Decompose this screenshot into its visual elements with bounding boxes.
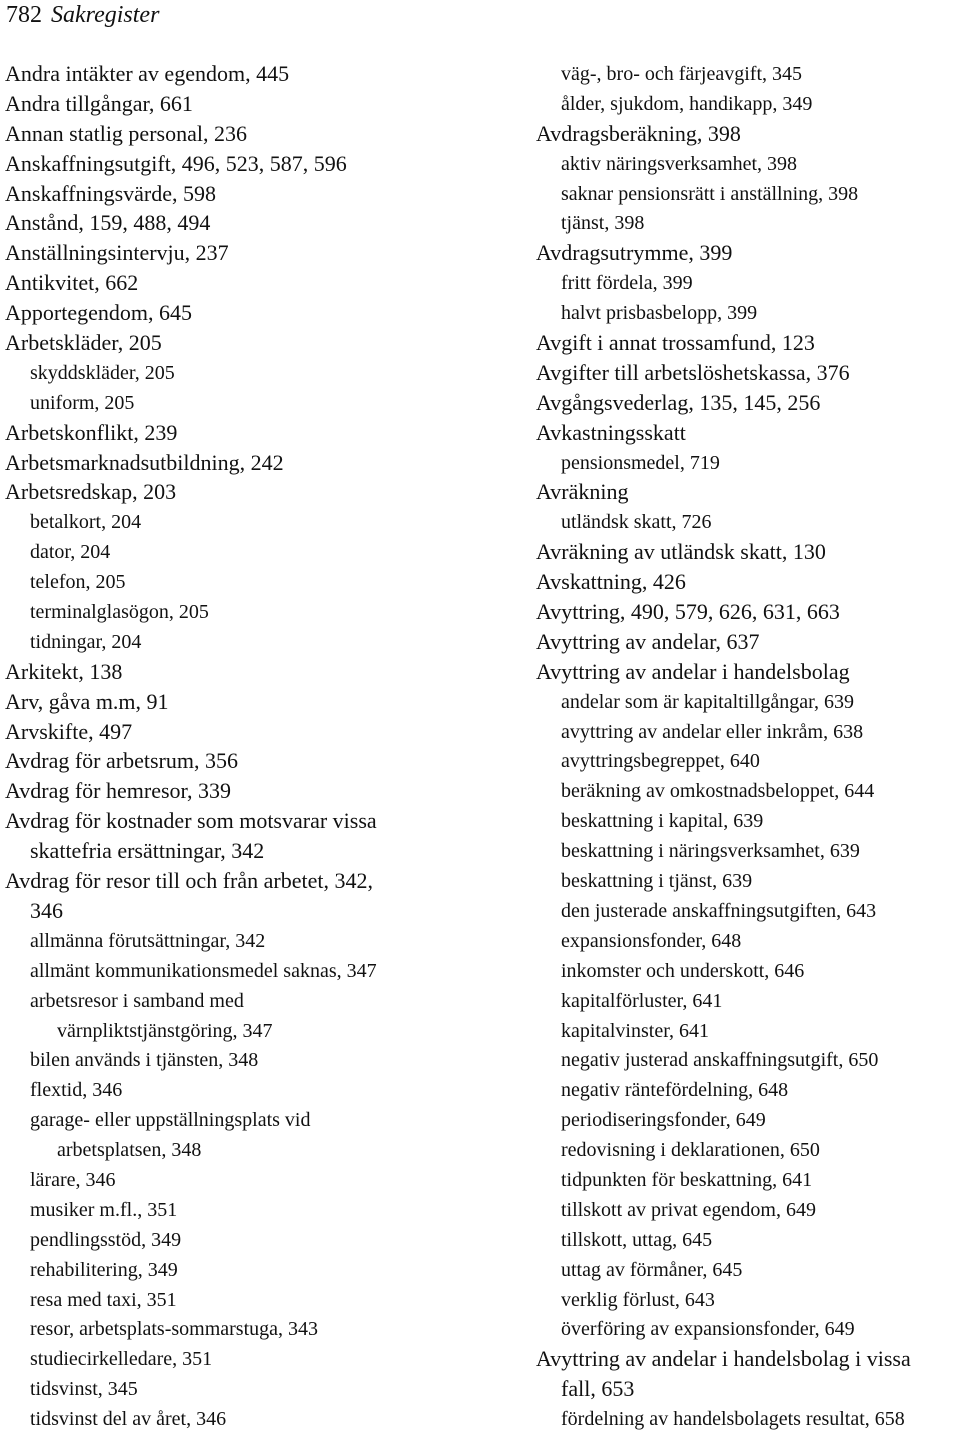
index-subentry: negativ räntefördelning, 648 xyxy=(561,1079,789,1102)
index-subentry: lärare, 346 xyxy=(30,1168,116,1191)
index-subentry: bilen används i tjänsten, 348 xyxy=(30,1049,259,1072)
index-subentry: dator, 204 xyxy=(30,541,111,564)
index-entry: Avdrag för arbetsrum, 356 xyxy=(5,748,238,774)
index-entry: Arbetsmarknadsutbildning, 242 xyxy=(5,449,284,475)
index-subentry: beräkning av omkostnadsbeloppet, 644 xyxy=(561,780,875,803)
index-subentry: uniform, 205 xyxy=(30,391,135,414)
index-subentry: tjänst, 398 xyxy=(561,212,645,235)
index-entry: Anstånd, 159, 488, 494 xyxy=(5,210,211,236)
index-subentry: flextid, 346 xyxy=(30,1079,123,1102)
index-entry: Avgifter till arbetslöshetskassa, 376 xyxy=(536,359,850,385)
index-subentry-continuation: värnpliktstjänstgöring, 347 xyxy=(57,1019,273,1042)
index-subentry: utländsk skatt, 726 xyxy=(561,511,712,534)
index-subentry: uttag av förmåner, 645 xyxy=(561,1258,743,1281)
index-entry: Andra intäkter av egendom, 445 xyxy=(5,61,290,86)
index-subentry: tillskott av privat egendom, 649 xyxy=(561,1198,816,1221)
index-entry: Avdragsutrymme, 399 xyxy=(536,240,733,266)
index-subentry: expansionsfonder, 648 xyxy=(561,929,742,952)
index-subentry: rehabilitering, 349 xyxy=(30,1258,178,1281)
index-subentry: allmänt kommunikationsmedel saknas, 347 xyxy=(30,959,377,982)
index-subentry: terminalglasögon, 205 xyxy=(30,601,209,624)
index-entry: Apportegendom, 645 xyxy=(5,300,192,326)
index-entry: Avdragsberäkning, 398 xyxy=(536,120,741,146)
index-subentry: resor, arbetsplats-sommarstuga, 343 xyxy=(30,1318,319,1341)
index-entry-continuation: skattefria ersättningar, 342 xyxy=(30,838,265,864)
index-entry: Avskattning, 426 xyxy=(536,569,686,595)
index-entry: Avyttring av andelar, 637 xyxy=(536,628,760,654)
index-subentry: fördelning av handelsbolagets resultat, 658 xyxy=(561,1408,905,1431)
page-title: Sakregister xyxy=(51,2,160,28)
index-subentry: periodiseringsfonder, 649 xyxy=(561,1109,766,1132)
index-subentry: redovisning i deklarationen, 650 xyxy=(561,1139,820,1162)
page-header xyxy=(6,0,159,30)
index-entry: Avdrag för kostnader som motsvarar vissa xyxy=(5,808,377,834)
index-subentry: tidpunkten för beskattning, 641 xyxy=(561,1168,813,1191)
index-subentry: tidsvinst del av året, 346 xyxy=(30,1408,227,1431)
index-entry: Arbetskonflikt, 239 xyxy=(5,419,178,445)
index-subentry: fritt fördela, 399 xyxy=(561,272,693,295)
index-subentry: negativ justerad anskaffningsutgift, 650 xyxy=(561,1049,879,1072)
index-subentry: överföring av expansionsfonder, 649 xyxy=(561,1318,855,1341)
index-subentry: inkomster och underskott, 646 xyxy=(561,959,805,982)
index-subentry: ålder, sjukdom, handikapp, 349 xyxy=(561,92,813,115)
index-subentry: musiker m.fl., 351 xyxy=(30,1198,178,1221)
index-entry: Annan statlig personal, 236 xyxy=(5,120,247,146)
index-column-right xyxy=(536,59,960,1434)
index-entry: Anskaffningsvärde, 598 xyxy=(5,180,216,206)
index-column-left xyxy=(5,59,520,1434)
index-entry: Arv, gåva m.m, 91 xyxy=(5,688,169,714)
index-subentry: tidningar, 204 xyxy=(30,630,142,653)
index-subentry: betalkort, 204 xyxy=(30,511,142,534)
index-entry: Avyttring, 490, 579, 626, 631, 663 xyxy=(536,599,840,625)
index-entry: Arkitekt, 138 xyxy=(5,658,123,684)
index-subentry: arbetsresor i samband med xyxy=(30,989,244,1012)
index-entry: Arbetsredskap, 203 xyxy=(5,479,177,505)
index-entry: Arvskifte, 497 xyxy=(5,718,133,744)
index-entry-continuation: fall, 653 xyxy=(561,1376,635,1402)
index-entry: Avräkning xyxy=(536,479,629,505)
index-entry-continuation: 346 xyxy=(30,897,63,923)
index-entry: Avyttring av andelar i handelsbolag xyxy=(536,658,850,684)
index-entry: Anställningsintervju, 237 xyxy=(5,240,229,266)
index-subentry: beskattning i tjänst, 639 xyxy=(561,870,753,893)
index-entry: Avdrag för resor till och från arbetet, 342, xyxy=(5,868,373,894)
index-subentry: avyttring av andelar eller inkråm, 638 xyxy=(561,720,864,743)
index-subentry: kapitalvinster, 641 xyxy=(561,1019,710,1042)
index-entry: Arbetskläder, 205 xyxy=(5,330,162,356)
index-subentry: aktiv näringsverksamhet, 398 xyxy=(561,152,798,175)
index-subentry: resa med taxi, 351 xyxy=(30,1288,177,1311)
index-subentry: allmänna förutsättningar, 342 xyxy=(30,929,266,952)
index-subentry: studiecirkelledare, 351 xyxy=(30,1348,213,1371)
index-entry: Andra tillgångar, 661 xyxy=(5,90,193,116)
index-subentry-continuation: arbetsplatsen, 348 xyxy=(57,1139,202,1162)
index-subentry: skyddskläder, 205 xyxy=(30,361,175,384)
index-entry: Avgångsvederlag, 135, 145, 256 xyxy=(536,389,821,415)
index-subentry: pensionsmedel, 719 xyxy=(561,451,720,474)
index-subentry: garage- eller uppställningsplats vid xyxy=(30,1109,311,1132)
index-subentry: telefon, 205 xyxy=(30,571,126,594)
index-subentry: tidsvinst, 345 xyxy=(30,1378,138,1401)
index-subentry: beskattning i näringsverksamhet, 639 xyxy=(561,840,860,863)
index-subentry: väg-, bro- och färjeavgift, 345 xyxy=(561,63,803,85)
index-subentry: andelar som är kapitaltillgångar, 639 xyxy=(561,690,854,713)
index-subentry: den justerade anskaffningsutgiften, 643 xyxy=(561,899,877,922)
index-entry: Antikvitet, 662 xyxy=(5,270,139,296)
index-entry: Anskaffningsutgift, 496, 523, 587, 596 xyxy=(5,150,347,176)
index-subentry: avyttringsbegreppet, 640 xyxy=(561,750,760,773)
index-entry: Avräkning av utländsk skatt, 130 xyxy=(536,539,826,565)
page-number: 782 xyxy=(6,2,42,28)
index-subentry: halvt prisbasbelopp, 399 xyxy=(561,302,758,325)
index-subentry: pendlingsstöd, 349 xyxy=(30,1228,182,1251)
index-entry: Avgift i annat trossamfund, 123 xyxy=(536,330,815,356)
index-subentry: verklig förlust, 643 xyxy=(561,1288,715,1311)
index-entry: Avkastningsskatt xyxy=(536,419,686,445)
index-entry: Avdrag för hemresor, 339 xyxy=(5,778,231,804)
index-subentry: kapitalförluster, 641 xyxy=(561,989,723,1012)
index-subentry: saknar pensionsrätt i anställning, 398 xyxy=(561,182,859,205)
index-subentry: beskattning i kapital, 639 xyxy=(561,810,764,833)
index-subentry: tillskott, uttag, 645 xyxy=(561,1228,713,1251)
index-entry: Avyttring av andelar i handelsbolag i vissa xyxy=(536,1346,911,1372)
